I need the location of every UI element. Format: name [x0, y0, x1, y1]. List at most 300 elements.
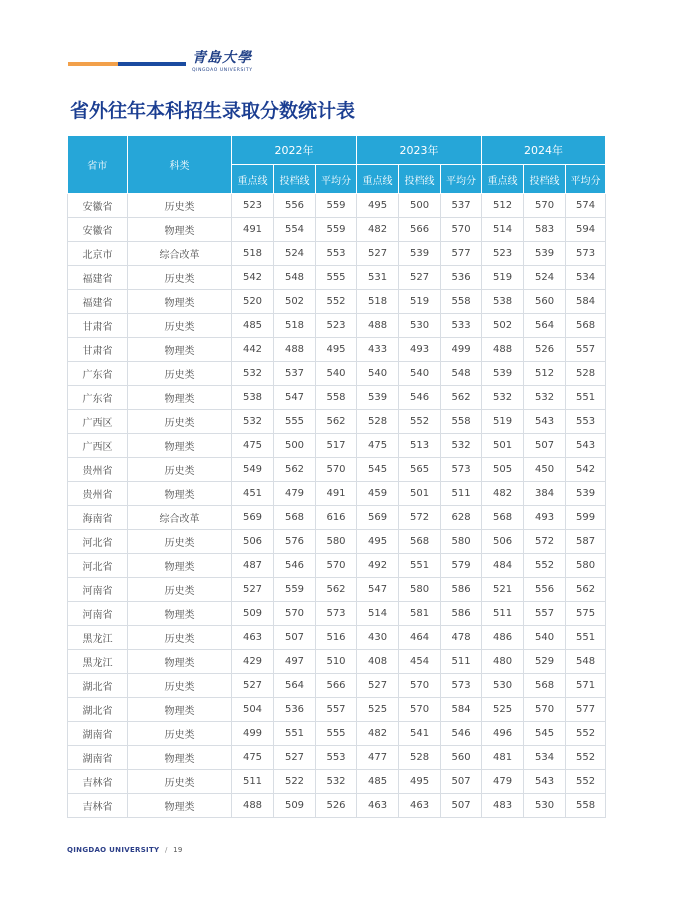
cell-2024-key-line: 488 — [482, 338, 524, 362]
cell-2023-filing-line: 552 — [399, 410, 441, 434]
cell-2023-average: 546 — [441, 722, 482, 746]
cell-category: 物理类 — [128, 386, 232, 410]
cell-2024-key-line: 568 — [482, 506, 524, 530]
cell-2023-key-line: 408 — [357, 650, 399, 674]
header-average: 平均分 — [566, 165, 606, 194]
cell-2024-key-line: 486 — [482, 626, 524, 650]
cell-2023-average: 537 — [441, 194, 482, 218]
admission-score-table — [67, 136, 606, 818]
cell-2022-average: 562 — [316, 578, 357, 602]
cell-2022-filing-line: 570 — [274, 602, 316, 626]
table-row — [68, 410, 606, 434]
cell-2022-average: 491 — [316, 482, 357, 506]
cell-2024-filing-line: 524 — [524, 266, 566, 290]
cell-2024-filing-line: 556 — [524, 578, 566, 602]
cell-2022-key-line: 475 — [232, 434, 274, 458]
table-body — [68, 194, 606, 818]
cell-2024-average: 551 — [566, 386, 606, 410]
cell-category: 历史类 — [128, 194, 232, 218]
cell-2023-key-line: 482 — [357, 218, 399, 242]
table-row — [68, 722, 606, 746]
cell-2023-key-line: 475 — [357, 434, 399, 458]
cell-2023-average: 558 — [441, 290, 482, 314]
cell-category: 物理类 — [128, 482, 232, 506]
footer-brand: QINGDAO UNIVERSITY — [67, 846, 160, 854]
footer-separator: / — [164, 846, 168, 854]
cell-2023-average: 586 — [441, 602, 482, 626]
cell-province: 吉林省 — [68, 794, 128, 818]
logo-chinese: 青島大學 — [192, 50, 252, 66]
cell-2023-average: 548 — [441, 362, 482, 386]
cell-2023-key-line: 488 — [357, 314, 399, 338]
cell-2022-key-line: 506 — [232, 530, 274, 554]
cell-2023-filing-line: 513 — [399, 434, 441, 458]
cell-2024-key-line: 532 — [482, 386, 524, 410]
cell-2023-key-line: 482 — [357, 722, 399, 746]
cell-2022-average: 555 — [316, 266, 357, 290]
cell-2023-key-line: 569 — [357, 506, 399, 530]
cell-2023-average: 532 — [441, 434, 482, 458]
cell-province: 广西区 — [68, 410, 128, 434]
cell-2022-filing-line: 562 — [274, 458, 316, 482]
cell-2023-average: 533 — [441, 314, 482, 338]
university-logo — [192, 50, 262, 73]
cell-2023-key-line: 525 — [357, 698, 399, 722]
header-filing-line: 投档线 — [274, 165, 316, 194]
table-row — [68, 386, 606, 410]
cell-2024-average: 552 — [566, 722, 606, 746]
cell-2022-key-line: 527 — [232, 674, 274, 698]
cell-2024-key-line: 519 — [482, 266, 524, 290]
cell-2022-filing-line: 576 — [274, 530, 316, 554]
cell-province: 海南省 — [68, 506, 128, 530]
cell-2022-key-line: 451 — [232, 482, 274, 506]
cell-2024-key-line: 479 — [482, 770, 524, 794]
cell-2023-key-line: 539 — [357, 386, 399, 410]
header-year-2022: 2022年 — [232, 136, 357, 165]
cell-2023-filing-line: 551 — [399, 554, 441, 578]
cell-2024-average: 557 — [566, 338, 606, 362]
cell-2024-filing-line: 570 — [524, 194, 566, 218]
cell-2024-key-line: 538 — [482, 290, 524, 314]
cell-2023-filing-line: 500 — [399, 194, 441, 218]
cell-category: 综合改革 — [128, 242, 232, 266]
cell-province: 甘肃省 — [68, 338, 128, 362]
cell-2024-filing-line: 557 — [524, 602, 566, 626]
page-number: 19 — [173, 846, 183, 854]
cell-2023-filing-line: 570 — [399, 674, 441, 698]
table-row — [68, 530, 606, 554]
cell-province: 湖南省 — [68, 722, 128, 746]
table-row — [68, 266, 606, 290]
cell-2024-average: 552 — [566, 770, 606, 794]
cell-2023-key-line: 545 — [357, 458, 399, 482]
cell-2023-filing-line: 463 — [399, 794, 441, 818]
cell-2024-average: 599 — [566, 506, 606, 530]
cell-2023-filing-line: 493 — [399, 338, 441, 362]
cell-2023-key-line: 485 — [357, 770, 399, 794]
cell-province: 黑龙江 — [68, 626, 128, 650]
cell-2023-key-line: 514 — [357, 602, 399, 626]
cell-2024-key-line: 512 — [482, 194, 524, 218]
cell-2022-average: 532 — [316, 770, 357, 794]
cell-2023-average: 536 — [441, 266, 482, 290]
cell-2022-filing-line: 556 — [274, 194, 316, 218]
cell-province: 贵州省 — [68, 482, 128, 506]
cell-2024-average: 577 — [566, 698, 606, 722]
cell-2022-key-line: 429 — [232, 650, 274, 674]
cell-2023-key-line: 531 — [357, 266, 399, 290]
cell-2022-key-line: 487 — [232, 554, 274, 578]
cell-2023-key-line: 430 — [357, 626, 399, 650]
cell-category: 物理类 — [128, 434, 232, 458]
cell-2024-filing-line: 507 — [524, 434, 566, 458]
table-row — [68, 482, 606, 506]
cell-2022-average: 523 — [316, 314, 357, 338]
cell-2024-average: 539 — [566, 482, 606, 506]
cell-2024-key-line: 505 — [482, 458, 524, 482]
table-row — [68, 626, 606, 650]
cell-2022-key-line: 538 — [232, 386, 274, 410]
cell-2022-filing-line: 518 — [274, 314, 316, 338]
cell-2024-key-line: 480 — [482, 650, 524, 674]
cell-2024-key-line: 525 — [482, 698, 524, 722]
cell-province: 广东省 — [68, 386, 128, 410]
cell-2024-filing-line: 552 — [524, 554, 566, 578]
cell-2023-filing-line: 527 — [399, 266, 441, 290]
cell-2023-average: 478 — [441, 626, 482, 650]
header-filing-line: 投档线 — [524, 165, 566, 194]
cell-2024-average: 594 — [566, 218, 606, 242]
cell-2023-filing-line: 570 — [399, 698, 441, 722]
cell-2024-key-line: 502 — [482, 314, 524, 338]
cell-2024-filing-line: 545 — [524, 722, 566, 746]
cell-province: 河南省 — [68, 602, 128, 626]
cell-2022-key-line: 475 — [232, 746, 274, 770]
cell-2022-filing-line: 479 — [274, 482, 316, 506]
table-row — [68, 314, 606, 338]
cell-2024-key-line: 483 — [482, 794, 524, 818]
cell-2024-average: 558 — [566, 794, 606, 818]
cell-2022-filing-line: 507 — [274, 626, 316, 650]
cell-2023-key-line: 495 — [357, 194, 399, 218]
table-row — [68, 338, 606, 362]
cell-2023-average: 558 — [441, 410, 482, 434]
cell-category: 历史类 — [128, 674, 232, 698]
cell-province: 河南省 — [68, 578, 128, 602]
cell-2022-average: 516 — [316, 626, 357, 650]
cell-2022-average: 540 — [316, 362, 357, 386]
cell-2024-filing-line: 526 — [524, 338, 566, 362]
cell-2024-key-line: 519 — [482, 410, 524, 434]
table-row — [68, 794, 606, 818]
cell-2022-average: 510 — [316, 650, 357, 674]
cell-2024-filing-line: 450 — [524, 458, 566, 482]
cell-2022-filing-line: 551 — [274, 722, 316, 746]
cell-2024-average: 551 — [566, 626, 606, 650]
cell-2023-average: 499 — [441, 338, 482, 362]
cell-2024-key-line: 481 — [482, 746, 524, 770]
cell-2022-average: 559 — [316, 218, 357, 242]
cell-province: 甘肃省 — [68, 314, 128, 338]
cell-2023-filing-line: 581 — [399, 602, 441, 626]
cell-2023-key-line: 463 — [357, 794, 399, 818]
cell-2022-average: 557 — [316, 698, 357, 722]
cell-2022-average: 616 — [316, 506, 357, 530]
cell-2022-key-line: 542 — [232, 266, 274, 290]
accent-bar-blue — [118, 62, 186, 66]
cell-category: 历史类 — [128, 626, 232, 650]
cell-2024-key-line: 539 — [482, 362, 524, 386]
cell-2022-filing-line: 500 — [274, 434, 316, 458]
cell-2022-key-line: 488 — [232, 794, 274, 818]
cell-2023-average: 586 — [441, 578, 482, 602]
cell-2023-key-line: 547 — [357, 578, 399, 602]
cell-2022-key-line: 463 — [232, 626, 274, 650]
cell-2022-average: 566 — [316, 674, 357, 698]
header-average: 平均分 — [441, 165, 482, 194]
cell-2024-filing-line: 529 — [524, 650, 566, 674]
cell-2024-average: 568 — [566, 314, 606, 338]
cell-2023-average: 577 — [441, 242, 482, 266]
cell-2024-filing-line: 583 — [524, 218, 566, 242]
cell-2022-key-line: 509 — [232, 602, 274, 626]
cell-2024-average: 587 — [566, 530, 606, 554]
cell-2022-filing-line: 568 — [274, 506, 316, 530]
cell-2022-key-line: 485 — [232, 314, 274, 338]
cell-2024-average: 571 — [566, 674, 606, 698]
table-row — [68, 770, 606, 794]
table-row — [68, 362, 606, 386]
cell-2024-average: 562 — [566, 578, 606, 602]
header-category: 科类 — [128, 136, 232, 194]
cell-2022-filing-line: 509 — [274, 794, 316, 818]
cell-2022-average: 555 — [316, 722, 357, 746]
cell-2022-key-line: 520 — [232, 290, 274, 314]
cell-2024-filing-line: 384 — [524, 482, 566, 506]
cell-category: 历史类 — [128, 314, 232, 338]
cell-category: 历史类 — [128, 266, 232, 290]
cell-province: 安徽省 — [68, 218, 128, 242]
header-filing-line: 投档线 — [399, 165, 441, 194]
cell-2023-filing-line: 565 — [399, 458, 441, 482]
cell-2022-key-line: 511 — [232, 770, 274, 794]
cell-2024-key-line: 484 — [482, 554, 524, 578]
cell-2023-filing-line: 495 — [399, 770, 441, 794]
cell-2023-average: 507 — [441, 770, 482, 794]
cell-2024-average: 574 — [566, 194, 606, 218]
cell-2022-key-line: 527 — [232, 578, 274, 602]
cell-province: 安徽省 — [68, 194, 128, 218]
cell-2022-key-line: 532 — [232, 410, 274, 434]
cell-2022-average: 580 — [316, 530, 357, 554]
table-row — [68, 290, 606, 314]
cell-category: 物理类 — [128, 746, 232, 770]
cell-2024-average: 575 — [566, 602, 606, 626]
cell-2023-filing-line: 501 — [399, 482, 441, 506]
page-title: 省外往年本科招生录取分数统计表 — [70, 100, 356, 122]
cell-2023-key-line: 492 — [357, 554, 399, 578]
cell-2022-filing-line: 555 — [274, 410, 316, 434]
cell-2023-filing-line: 546 — [399, 386, 441, 410]
table-row — [68, 242, 606, 266]
table-row — [68, 674, 606, 698]
cell-2023-key-line: 459 — [357, 482, 399, 506]
cell-2023-filing-line: 464 — [399, 626, 441, 650]
cell-2024-key-line: 506 — [482, 530, 524, 554]
cell-province: 贵州省 — [68, 458, 128, 482]
cell-2023-filing-line: 566 — [399, 218, 441, 242]
cell-2023-filing-line: 572 — [399, 506, 441, 530]
cell-2022-key-line: 504 — [232, 698, 274, 722]
cell-2024-filing-line: 493 — [524, 506, 566, 530]
table-row — [68, 458, 606, 482]
cell-2024-filing-line: 532 — [524, 386, 566, 410]
cell-2024-filing-line: 512 — [524, 362, 566, 386]
cell-2023-key-line: 495 — [357, 530, 399, 554]
cell-2024-key-line: 514 — [482, 218, 524, 242]
cell-2023-filing-line: 540 — [399, 362, 441, 386]
cell-2023-average: 511 — [441, 650, 482, 674]
cell-2023-key-line: 540 — [357, 362, 399, 386]
cell-2023-average: 628 — [441, 506, 482, 530]
cell-2023-average: 579 — [441, 554, 482, 578]
cell-2024-key-line: 501 — [482, 434, 524, 458]
cell-province: 北京市 — [68, 242, 128, 266]
cell-2024-average: 580 — [566, 554, 606, 578]
cell-2023-filing-line: 530 — [399, 314, 441, 338]
cell-2022-filing-line: 488 — [274, 338, 316, 362]
cell-2022-average: 495 — [316, 338, 357, 362]
cell-2022-average: 553 — [316, 242, 357, 266]
cell-2022-key-line: 523 — [232, 194, 274, 218]
cell-category: 物理类 — [128, 338, 232, 362]
cell-2023-filing-line: 568 — [399, 530, 441, 554]
cell-category: 物理类 — [128, 218, 232, 242]
cell-2024-key-line: 496 — [482, 722, 524, 746]
cell-2022-key-line: 569 — [232, 506, 274, 530]
cell-2024-filing-line: 570 — [524, 698, 566, 722]
cell-2022-average: 552 — [316, 290, 357, 314]
cell-2023-filing-line: 580 — [399, 578, 441, 602]
cell-2023-filing-line: 539 — [399, 242, 441, 266]
cell-category: 历史类 — [128, 722, 232, 746]
cell-2022-filing-line: 554 — [274, 218, 316, 242]
cell-2022-average: 526 — [316, 794, 357, 818]
cell-province: 福建省 — [68, 290, 128, 314]
accent-bar-orange — [68, 62, 118, 66]
cell-2023-filing-line: 528 — [399, 746, 441, 770]
cell-2023-filing-line: 454 — [399, 650, 441, 674]
table-row — [68, 698, 606, 722]
cell-2024-key-line: 511 — [482, 602, 524, 626]
cell-2022-filing-line: 564 — [274, 674, 316, 698]
cell-2022-average: 570 — [316, 458, 357, 482]
cell-2022-filing-line: 536 — [274, 698, 316, 722]
cell-2023-key-line: 527 — [357, 242, 399, 266]
cell-2022-filing-line: 537 — [274, 362, 316, 386]
cell-2022-key-line: 442 — [232, 338, 274, 362]
header-key-line: 重点线 — [232, 165, 274, 194]
cell-2022-filing-line: 522 — [274, 770, 316, 794]
cell-2022-average: 558 — [316, 386, 357, 410]
cell-category: 历史类 — [128, 770, 232, 794]
cell-2023-average: 573 — [441, 674, 482, 698]
table-row — [68, 746, 606, 770]
cell-2024-average: 553 — [566, 410, 606, 434]
page-footer — [67, 846, 183, 854]
table-row — [68, 554, 606, 578]
cell-2022-filing-line: 559 — [274, 578, 316, 602]
header-province: 省市 — [68, 136, 128, 194]
cell-2024-filing-line: 530 — [524, 794, 566, 818]
cell-2024-filing-line: 560 — [524, 290, 566, 314]
cell-2024-filing-line: 572 — [524, 530, 566, 554]
cell-2022-average: 562 — [316, 410, 357, 434]
table-row — [68, 578, 606, 602]
cell-2022-average: 517 — [316, 434, 357, 458]
cell-2024-average: 548 — [566, 650, 606, 674]
cell-2024-key-line: 523 — [482, 242, 524, 266]
cell-2023-average: 573 — [441, 458, 482, 482]
cell-2024-filing-line: 564 — [524, 314, 566, 338]
cell-category: 物理类 — [128, 794, 232, 818]
table-row — [68, 434, 606, 458]
cell-2022-filing-line: 547 — [274, 386, 316, 410]
cell-2022-key-line: 499 — [232, 722, 274, 746]
cell-category: 物理类 — [128, 650, 232, 674]
table-row — [68, 506, 606, 530]
cell-2023-filing-line: 519 — [399, 290, 441, 314]
cell-category: 历史类 — [128, 530, 232, 554]
cell-2024-average: 552 — [566, 746, 606, 770]
header-year-2024: 2024年 — [482, 136, 606, 165]
logo-english: QINGDAO UNIVERSITY — [192, 68, 253, 73]
cell-2022-filing-line: 527 — [274, 746, 316, 770]
cell-category: 历史类 — [128, 362, 232, 386]
cell-province: 湖南省 — [68, 746, 128, 770]
cell-2022-filing-line: 497 — [274, 650, 316, 674]
cell-category: 历史类 — [128, 458, 232, 482]
cell-2024-average: 573 — [566, 242, 606, 266]
cell-province: 河北省 — [68, 530, 128, 554]
cell-2024-filing-line: 534 — [524, 746, 566, 770]
cell-2024-filing-line: 540 — [524, 626, 566, 650]
cell-2024-key-line: 530 — [482, 674, 524, 698]
cell-2023-average: 511 — [441, 482, 482, 506]
cell-2022-average: 570 — [316, 554, 357, 578]
cell-2022-filing-line: 524 — [274, 242, 316, 266]
cell-2022-average: 559 — [316, 194, 357, 218]
cell-2023-average: 570 — [441, 218, 482, 242]
table-row — [68, 650, 606, 674]
cell-2024-filing-line: 543 — [524, 770, 566, 794]
cell-category: 历史类 — [128, 578, 232, 602]
header-average: 平均分 — [316, 165, 357, 194]
cell-category: 历史类 — [128, 410, 232, 434]
table-row — [68, 194, 606, 218]
cell-2023-key-line: 477 — [357, 746, 399, 770]
header-key-line: 重点线 — [357, 165, 399, 194]
cell-2024-average: 584 — [566, 290, 606, 314]
cell-province: 黑龙江 — [68, 650, 128, 674]
cell-2022-key-line: 518 — [232, 242, 274, 266]
table-row — [68, 602, 606, 626]
cell-2024-key-line: 482 — [482, 482, 524, 506]
cell-2022-filing-line: 502 — [274, 290, 316, 314]
cell-province: 湖北省 — [68, 674, 128, 698]
header-year-2023: 2023年 — [357, 136, 482, 165]
